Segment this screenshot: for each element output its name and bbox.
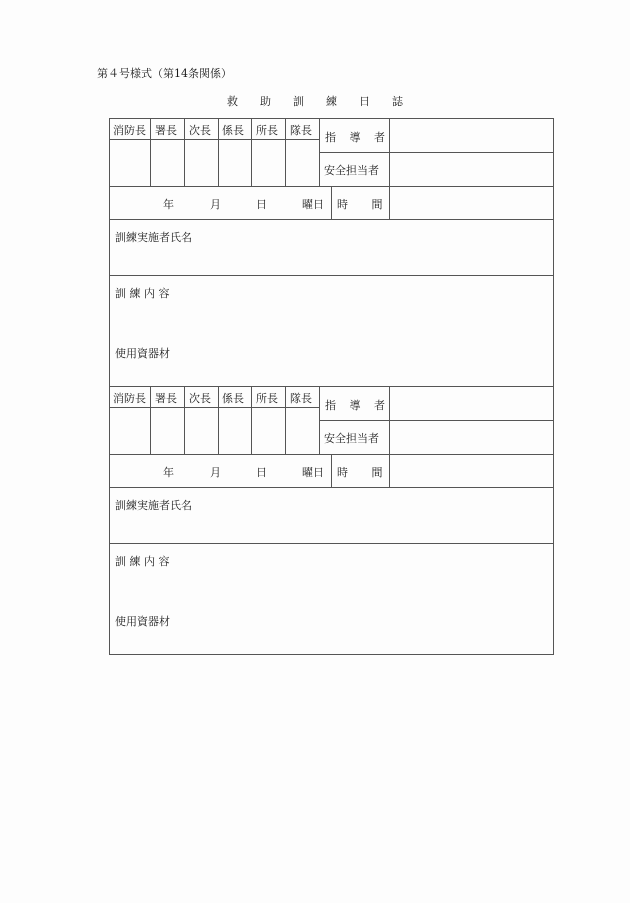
trainer-name-label: 訓練実施者氏名 [115, 499, 192, 512]
approval-divider [184, 386, 185, 455]
row-line [109, 275, 553, 276]
form-number-label: 第４号様式（第14条関係） [97, 67, 232, 80]
approval-section-chief: 係長 [222, 124, 244, 137]
approval-divider [218, 118, 219, 187]
border-bottom [109, 654, 553, 655]
approval-divider [218, 386, 219, 455]
date-month: 月 [210, 466, 221, 479]
approval-divider [251, 118, 252, 187]
instructor-label: 指 導 者 [325, 131, 390, 144]
border-top [109, 386, 553, 387]
time-label: 時 間 [337, 198, 393, 211]
safety-officer-label: 安全担当者 [324, 164, 379, 177]
border-left [109, 386, 110, 655]
border-top [109, 118, 553, 119]
approval-divider [150, 386, 151, 455]
time-label: 時 間 [337, 466, 393, 479]
approval-header-line [109, 407, 319, 408]
row-line [319, 152, 553, 153]
instructor-label: 指 導 者 [325, 399, 390, 412]
border-left [109, 118, 110, 387]
approval-divider [285, 386, 286, 455]
date-divider [331, 186, 332, 220]
date-day: 日 [256, 466, 267, 479]
date-month: 月 [210, 198, 221, 211]
document-title: 救助訓練日誌 [227, 95, 425, 108]
row-line [109, 219, 553, 220]
approval-fire-chief: 消防長 [113, 392, 146, 405]
border-right [553, 118, 554, 387]
date-year: 年 [163, 198, 174, 211]
row-line [109, 487, 553, 488]
date-weekday: 曜日 [302, 198, 324, 211]
approval-deputy-chief: 次長 [189, 392, 211, 405]
border-right [553, 386, 554, 655]
safety-officer-label: 安全担当者 [324, 432, 379, 445]
row-line [109, 543, 553, 544]
row-line [319, 420, 553, 421]
approval-divider [251, 386, 252, 455]
training-log-form-2 [109, 386, 553, 654]
training-content-label: 訓 練 内 容 [115, 555, 170, 568]
approval-deputy-chief: 次長 [189, 124, 211, 137]
date-weekday: 曜日 [302, 466, 324, 479]
approval-header-line [109, 139, 319, 140]
approval-office-chief: 所長 [256, 124, 278, 137]
equipment-label: 使用資器材 [115, 615, 170, 628]
approval-divider [150, 118, 151, 187]
approval-station-chief: 署長 [155, 392, 177, 405]
approval-captain: 隊長 [290, 124, 312, 137]
approval-captain: 隊長 [290, 392, 312, 405]
approval-section-chief: 係長 [222, 392, 244, 405]
approval-office-chief: 所長 [256, 392, 278, 405]
approval-divider [285, 118, 286, 187]
approval-divider [184, 118, 185, 187]
approval-fire-chief: 消防長 [113, 124, 146, 137]
equipment-label: 使用資器材 [115, 347, 170, 360]
trainer-name-label: 訓練実施者氏名 [115, 231, 192, 244]
training-log-form-1 [109, 118, 553, 386]
approval-station-chief: 署長 [155, 124, 177, 137]
date-day: 日 [256, 198, 267, 211]
training-content-label: 訓 練 内 容 [115, 287, 170, 300]
date-divider [331, 454, 332, 488]
date-year: 年 [163, 466, 174, 479]
